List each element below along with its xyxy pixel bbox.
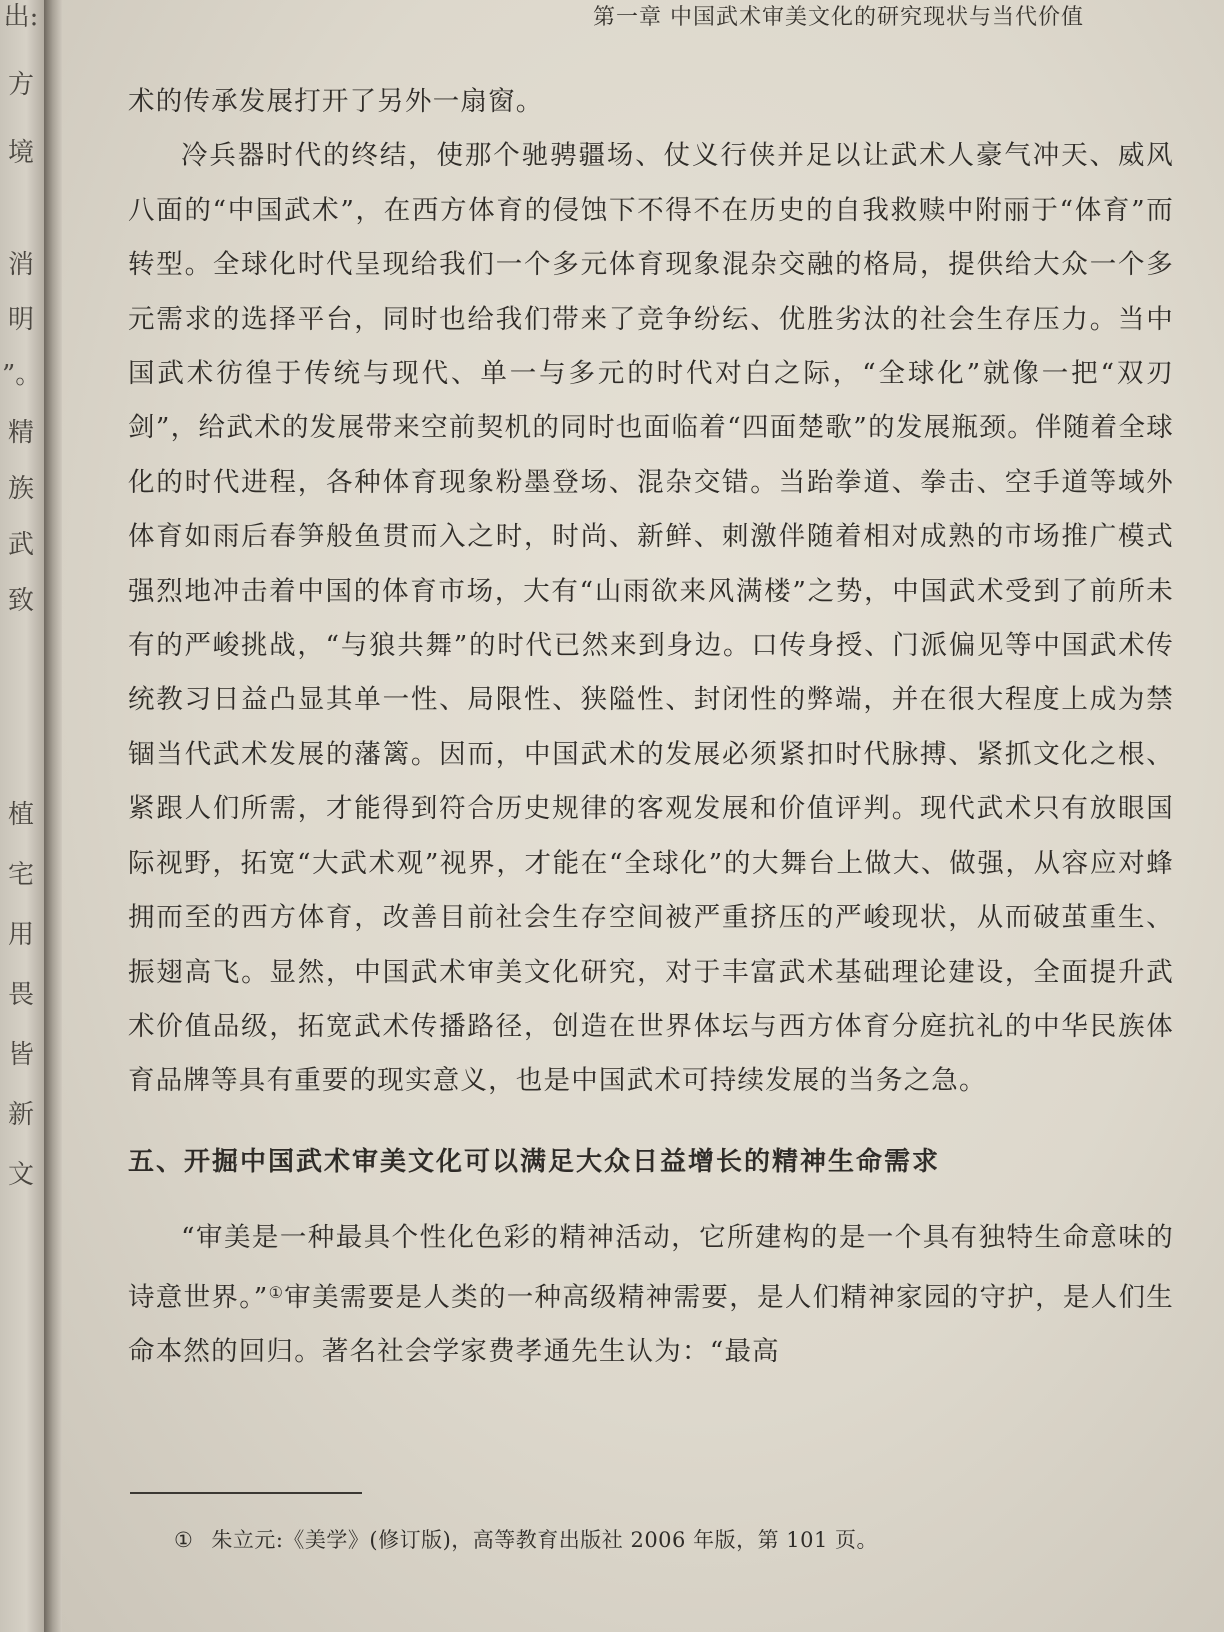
book-page: [62, 0, 1224, 1632]
paragraph-text: 审美需要是人类的一种高级精神需要，是人们精神家园的守护，是人们生命本然的回归。著名社会学家费孝通先生认为：“最高: [128, 1281, 1174, 1367]
footnote-reference: ①: [268, 1282, 285, 1302]
left-page-fragment: 境: [7, 138, 34, 168]
body-text: [128, 75, 1174, 1379]
left-page-fragment: 畏: [7, 980, 34, 1010]
left-page-fragment: ”。: [2, 360, 42, 390]
left-page-fragment: 皆: [7, 1040, 34, 1070]
footnote-mark: ①: [174, 1528, 194, 1552]
running-header: 第一章 中国武术审美文化的研究现状与当代价值: [593, 5, 1084, 30]
left-page-fragment: 出:: [3, 2, 39, 32]
footnote: [174, 1524, 878, 1554]
left-page-fragment: 武: [7, 530, 34, 560]
left-page-fragment: 方: [7, 70, 34, 100]
paragraph-continuation: 术的传承发展打开了另外一扇窗。: [128, 86, 544, 117]
section-heading: 五、开掘中国武术审美文化可以满足大众日益增长的精神生命需求: [128, 1146, 941, 1177]
footnote-divider: [130, 1492, 362, 1494]
left-page-fragment: 植: [7, 800, 34, 830]
paragraph: 冷兵器时代的终结，使那个驰骋疆场、仗义行侠并足以让武术人豪气冲天、威风八面的“中国武术”，在西方体育的侵蚀下不得不在历史的自我救赎中附丽于“体育”而转型。全球化时代呈现给我们一个多元体育现象混杂交融的格局，提供给大众一个多元需求的选择平台，同时也给我们带来了竞争纷纭、优胜劣汰的社会生存压力。当中国武术彷徨于传统与现代、单一与多元的时代对白之际，“全球化”就像一把“双刃剑”，给武术的发展带来空前契机的同时也面临着“四面楚歌”的发展瓶颈。伴随着全球化的时代进程，各种体育现象粉墨登场、混杂交错。当跆拳道、拳击、空手道等域外体育如雨后春笋般鱼贯而入之时，时尚、新鲜、刺激伴随着相对成熟的市场推广模式强烈地冲击着中国的体育市场，大有“山雨欲来风满楼”之势，中国武术受到了前所未有的严峻挑战，“与狼共舞”的时代已然来到身边。口传身授、门派偏见等中国武术传统教习日益凸显其单一性、局限性、狭隘性、封闭性的弊端，并在很大程度上成为禁锢当代武术发展的藩篱。因而，中国武术的发展必须紧扣时代脉搏、紧抓文化之根、紧跟人们所需，才能得到符合历史规律的客观发展和价值评判。现代武术只有放眼国际视野，拓宽“大武术观”视界，才能在“全球化”的大舞台上做大、做强，从容应对蜂拥而至的西方体育，改善目前社会生存空间被严重挤压的严峻现状，从而破茧重生、振翅高飞。显然，中国武术审美文化研究，对于丰富武术基础理论建设，全面提升武术价值品级，拓宽武术传播路径，创造在世界体坛与西方体育分庭抗礼的中华民族体育品牌等具有重要的现实意义，也是中国武术可持续发展的当务之急。: [128, 140, 1174, 1097]
left-page-fragment: 明: [7, 305, 34, 335]
book-gutter: [44, 0, 62, 1632]
left-page-fragment: 新: [7, 1100, 34, 1130]
footnote-text: 朱立元:《美学》(修订版)，高等教育出版社 2006 年版，第 101 页。: [211, 1528, 879, 1552]
left-page-fragment: 消: [7, 250, 34, 280]
quote-text: “审美是一种最具个性化色彩的精神活动，它所建构的是一个具有独特生命意味的诗意世界。”: [128, 1222, 1174, 1313]
left-page-fragment: 精: [7, 418, 34, 448]
left-page-fragment: 文: [7, 1160, 34, 1190]
previous-page-edge: [0, 0, 44, 1632]
left-page-fragment: 用: [7, 920, 34, 950]
left-page-fragment: 族: [7, 474, 34, 504]
left-page-fragment: 致: [7, 586, 34, 616]
paragraph-final: [128, 1211, 1174, 1379]
left-page-fragment: 宅: [7, 860, 34, 890]
